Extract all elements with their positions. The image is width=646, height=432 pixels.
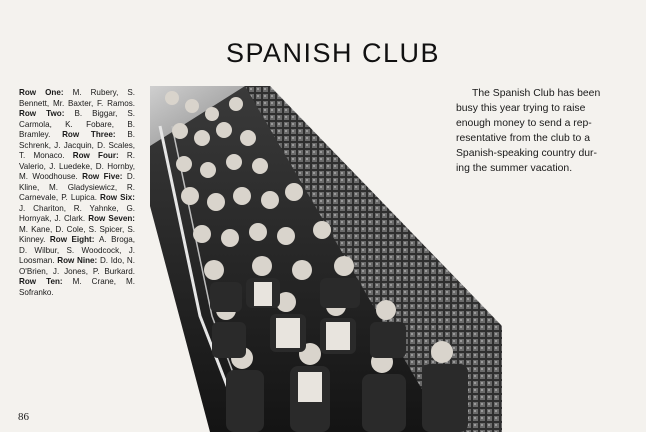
article-line: enough money to send a rep-: [456, 118, 592, 130]
caption-row-label: Row Ten:: [19, 277, 73, 286]
article-line: ing the summer vacation.: [456, 163, 573, 175]
caption-row-label: Row Two:: [19, 109, 75, 118]
article-line: busy this year trying to raise: [456, 103, 586, 115]
caption-row-label: Row Six:: [100, 193, 135, 202]
page-number: 86: [18, 411, 29, 423]
caption-row-names: M. Rubery, S. Bennett, Mr. Baxter, F. Ramos.: [19, 88, 135, 108]
article-line: Spanish-speaking country dur-: [456, 148, 597, 160]
page-title: SPANISH CLUB: [226, 38, 441, 68]
caption-row-names: A. Broga, D. Wilbur, S. Woodcock, J. Loosman.: [19, 235, 135, 265]
caption-row-names: M. Crane, M. Sofranko.: [19, 277, 135, 297]
photo-caption: [19, 88, 135, 298]
caption-row-names: R. Valerio, J. Luedeke, D. Hornby, M. Woodhouse.: [19, 151, 135, 181]
caption-row-label: Row Seven:: [88, 214, 135, 223]
caption-row-label: Row Eight:: [49, 235, 99, 244]
caption-row-names: D. Kline, M. Gladysiewicz, R. Carnevale, P. Lupica.: [19, 172, 135, 202]
caption-row-names: B. Schrenk, J. Jacquin, D. Scales, T. Monaco.: [19, 130, 135, 160]
club-group-photo: [150, 86, 502, 432]
caption-row-label: Row Nine:: [57, 256, 100, 265]
article-text: [456, 86, 616, 177]
caption-row-label: Row Four:: [72, 151, 127, 160]
article-line: resentative from the club to a: [456, 133, 590, 145]
caption-row-names: M. Kane, D. Cole, S. Spicer, S. Kinney.: [19, 224, 135, 244]
article-line: The Spanish Club has been: [472, 88, 601, 99]
caption-row-label: Row One:: [19, 88, 73, 97]
caption-row-label: Row Three:: [62, 130, 128, 139]
caption-row-names: D. Ido, N. O'Brien, J. Jones, P. Burkard.: [19, 256, 135, 276]
caption-row-label: Row Five:: [82, 172, 127, 181]
caption-row-names: J. Chariton, R. Yahnke, G. Hornyak, J. Clark.: [19, 203, 135, 223]
caption-row-names: B. Biggar, S. Carmola, K. Fobare, B. Bramley.: [19, 109, 135, 139]
